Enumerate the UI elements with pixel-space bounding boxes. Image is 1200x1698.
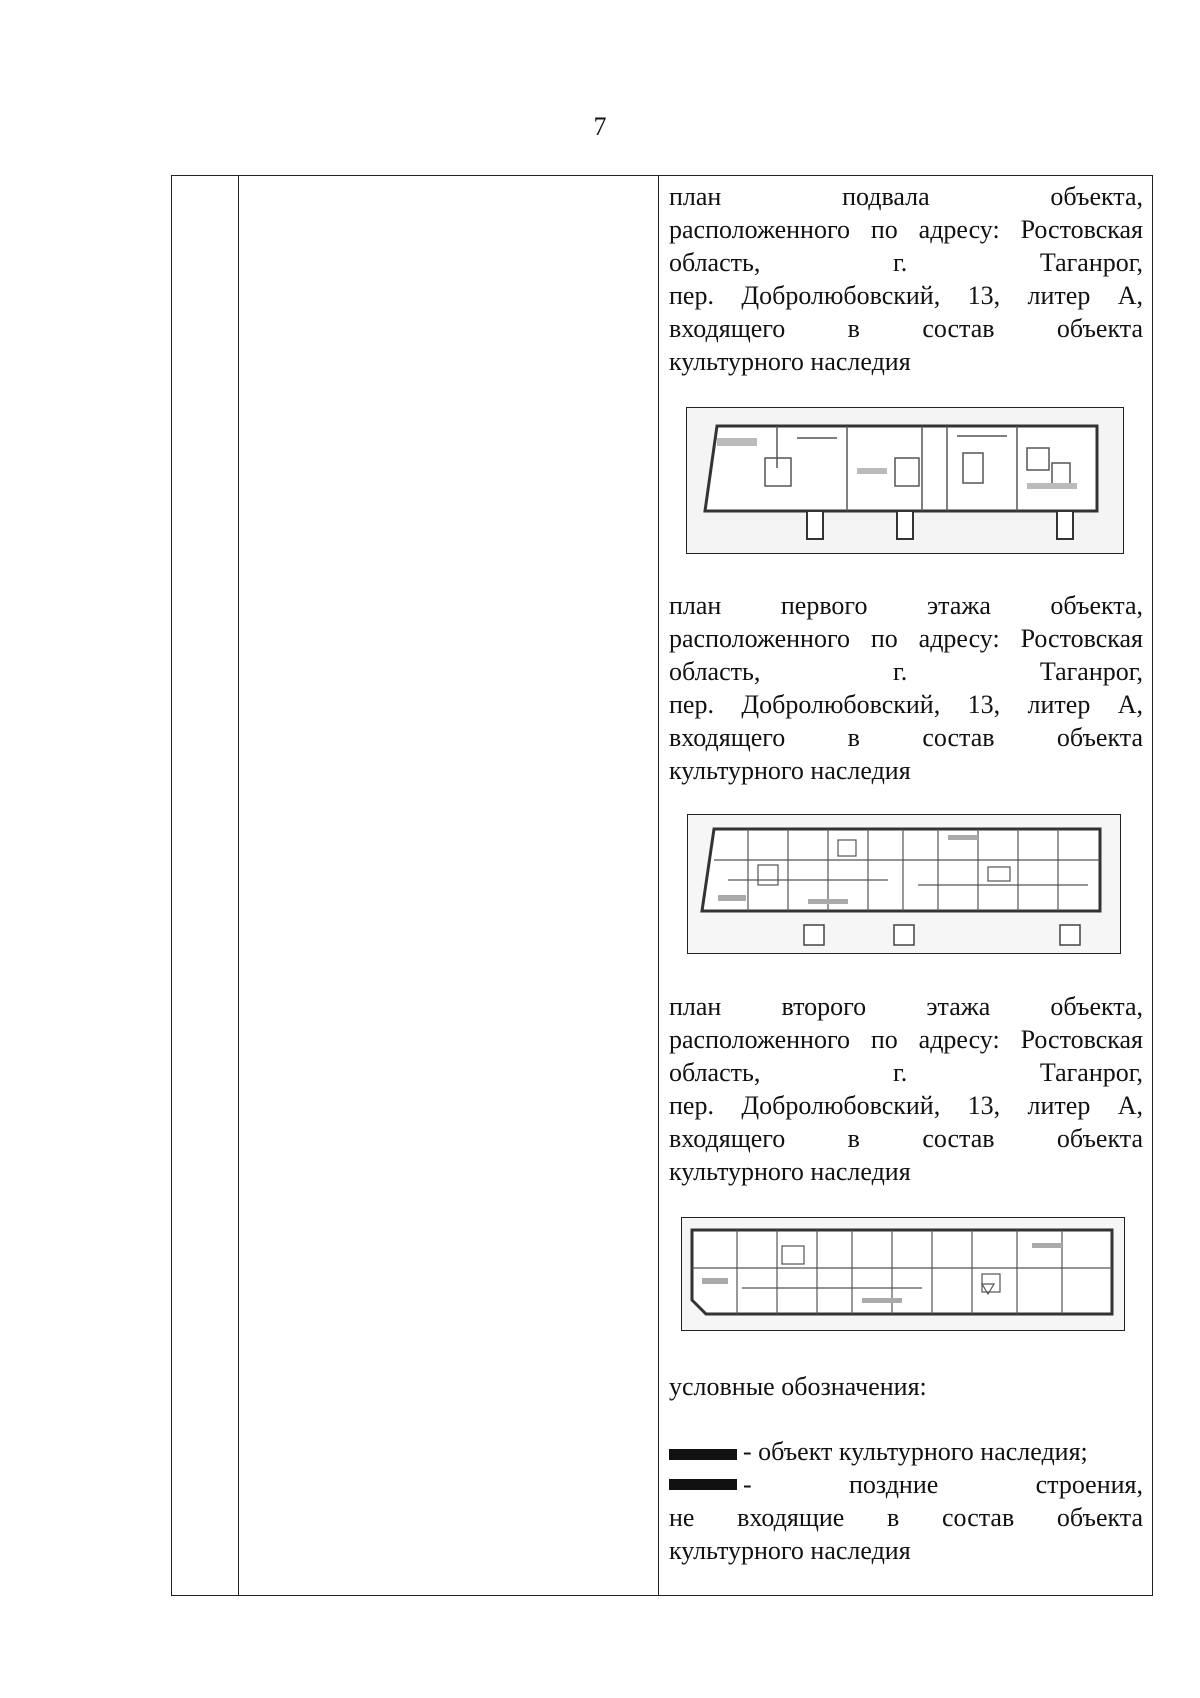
legend-item-label: - объект культурного наследия;	[743, 1437, 1088, 1466]
legend-items	[669, 1435, 1143, 1567]
caption-line: область, г. Таганрог,	[669, 248, 1143, 277]
caption-line: пер. Добролюбовский, 13, литер А,	[669, 281, 1143, 310]
heritage-swatch-icon	[669, 1449, 737, 1460]
caption-line: расположенного по адресу: Ростовская	[669, 624, 1143, 653]
document-table	[171, 175, 1153, 1596]
legend-item-label: - поздние строения,	[743, 1470, 1143, 1499]
caption-line: культурного наследия	[669, 347, 911, 376]
caption-line: входящего в состав объекта	[669, 723, 1143, 752]
basement-caption	[669, 180, 1143, 378]
second-floor-plan	[681, 1217, 1125, 1331]
caption-line: пер. Добролюбовский, 13, литер А,	[669, 690, 1143, 719]
legend-item-label: не входящие в состав объекта	[669, 1503, 1143, 1532]
caption-line: расположенного по адресу: Ростовская	[669, 1025, 1143, 1054]
caption-line: пер. Добролюбовский, 13, литер А,	[669, 1091, 1143, 1120]
caption-line: план подвала объекта,	[669, 182, 1143, 211]
caption-line: культурного наследия	[669, 1157, 911, 1186]
column-divider	[238, 176, 239, 1595]
first-floor-plan	[687, 814, 1121, 954]
legend-item-label: культурного наследия	[669, 1536, 911, 1565]
caption-line: область, г. Таганрог,	[669, 1058, 1143, 1087]
caption-line: входящего в состав объекта	[669, 1124, 1143, 1153]
page-number: 7	[593, 112, 607, 141]
caption-line: расположенного по адресу: Ростовская	[669, 215, 1143, 244]
legend	[669, 1370, 1143, 1403]
caption-line: область, г. Таганрог,	[669, 657, 1143, 686]
column-divider	[658, 176, 659, 1595]
basement-floor-plan	[686, 407, 1124, 554]
legend-item-heritage	[669, 1435, 1143, 1468]
legend-title: условные обозначения:	[669, 1372, 927, 1401]
caption-line: план первого этажа объекта,	[669, 591, 1143, 620]
caption-line: входящего в состав объекта	[669, 314, 1143, 343]
second-floor-caption	[669, 990, 1143, 1188]
first-floor-caption	[669, 589, 1143, 787]
caption-line: культурного наследия	[669, 756, 911, 785]
caption-line: план второго этажа объекта,	[669, 992, 1143, 1021]
late-buildings-swatch-icon	[669, 1479, 737, 1490]
